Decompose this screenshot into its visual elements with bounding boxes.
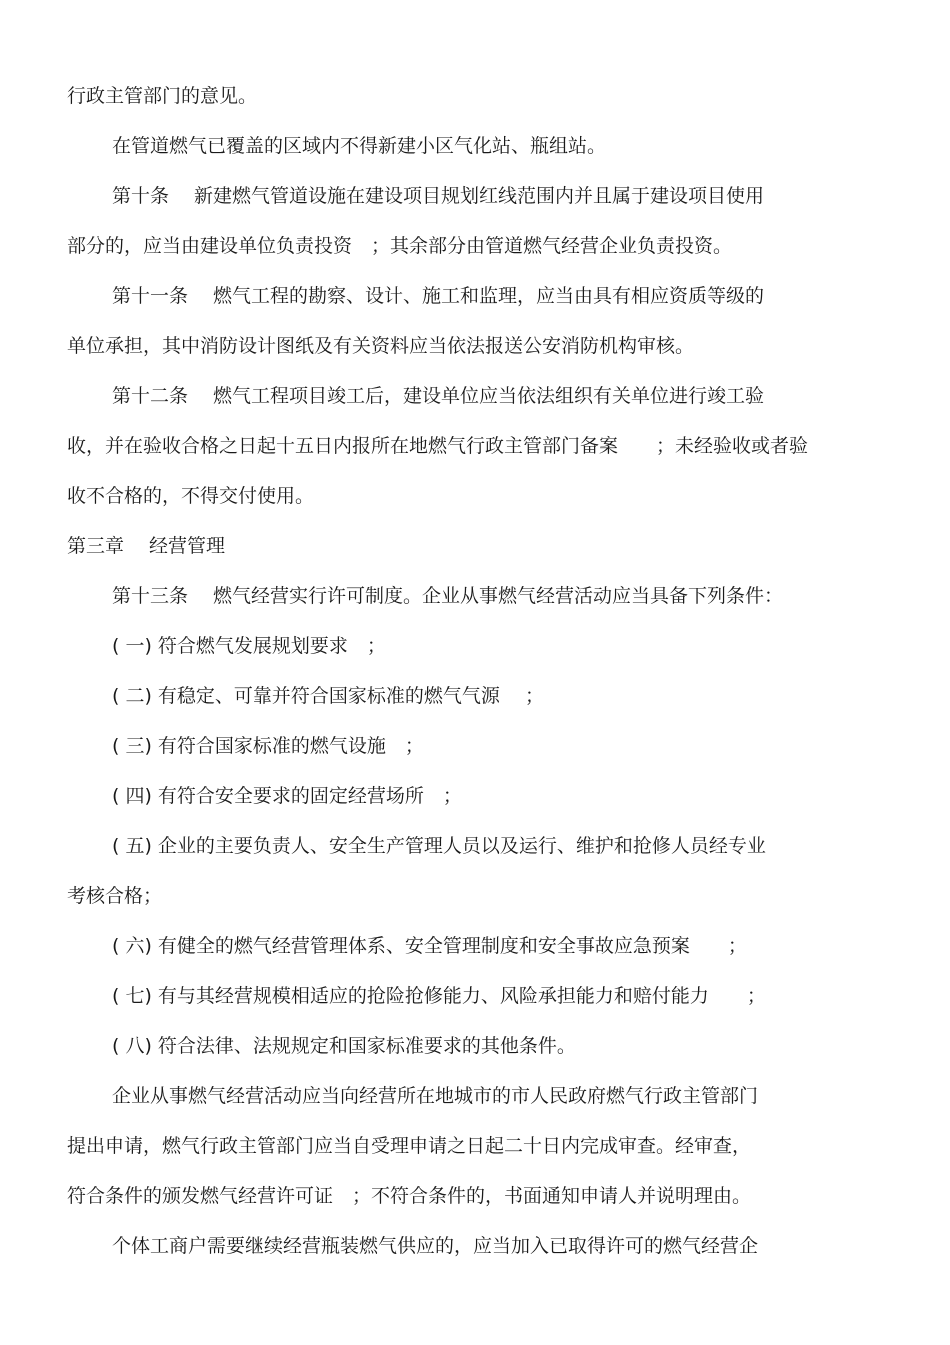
text-line: 企业从事燃气经营活动应当向经营所在地城市的市人民政府燃气行政主管部门 — [112, 1085, 759, 1107]
text-line: 行政主管部门的意见。 — [67, 85, 258, 107]
list-item: ( 一) 符合燃气发展规划要求 ； — [112, 635, 386, 657]
text-line: 第十条 新建燃气管道设施在建设项目规划红线范围内并且属于建设项目使用 — [112, 185, 765, 207]
text-line: 部分的，应当由建设单位负责投资 ；其余部分由管道燃气经营企业负责投资。 — [67, 235, 733, 257]
list-item: ( 八) 符合法律、法规规定和国家标准要求的其他条件。 — [112, 1035, 576, 1057]
text-line: 收不合格的，不得交付使用。 — [67, 485, 315, 507]
text-line: 第十三条 燃气经营实行许可制度。企业从事燃气经营活动应当具备下列条件： — [112, 585, 784, 607]
text-line: 收，并在验收合格之日起十五日内报所在地燃气行政主管部门备案 ；未经验收或者验 — [67, 435, 809, 457]
text-line: 在管道燃气已覆盖的区域内不得新建小区气化站、瓶组站。 — [112, 135, 607, 157]
text-line: 第十一条 燃气工程的勘察、设计、施工和监理，应当由具有相应资质等级的 — [112, 285, 765, 307]
list-item: ( 三) 有符合国家标准的燃气设施 ； — [112, 735, 424, 757]
text-line: 个体工商户需要继续经营瓶装燃气供应的，应当加入已取得许可的燃气经营企 — [112, 1235, 759, 1257]
text-line: 符合条件的颁发燃气经营许可证 ；不符合条件的，书面通知申请人并说明理由。 — [67, 1185, 752, 1207]
text-line: 第十二条 燃气工程项目竣工后，建设单位应当依法组织有关单位进行竣工验 — [112, 385, 765, 407]
chapter-heading: 第三章 经营管理 — [67, 535, 226, 557]
text-line: 考核合格； — [67, 885, 163, 907]
list-item: ( 七) 有与其经营规模相适应的抢险抢修能力、风险承担能力和赔付能力 ； — [112, 985, 766, 1007]
list-item: ( 五) 企业的主要负责人、安全生产管理人员以及运行、维护和抢修人员经专业 — [112, 835, 766, 857]
list-item: ( 六) 有健全的燃气经营管理体系、安全管理制度和安全事故应急预案 ； — [112, 935, 747, 957]
list-item: ( 二) 有稳定、可靠并符合国家标准的燃气气源 ； — [112, 685, 544, 707]
text-line: 提出申请，燃气行政主管部门应当自受理申请之日起二十日内完成审查。经审查， — [67, 1135, 752, 1157]
text-line: 单位承担，其中消防设计图纸及有关资料应当依法报送公安消防机构审核。 — [67, 335, 695, 357]
list-item: ( 四) 有符合安全要求的固定经营场所 ； — [112, 785, 462, 807]
